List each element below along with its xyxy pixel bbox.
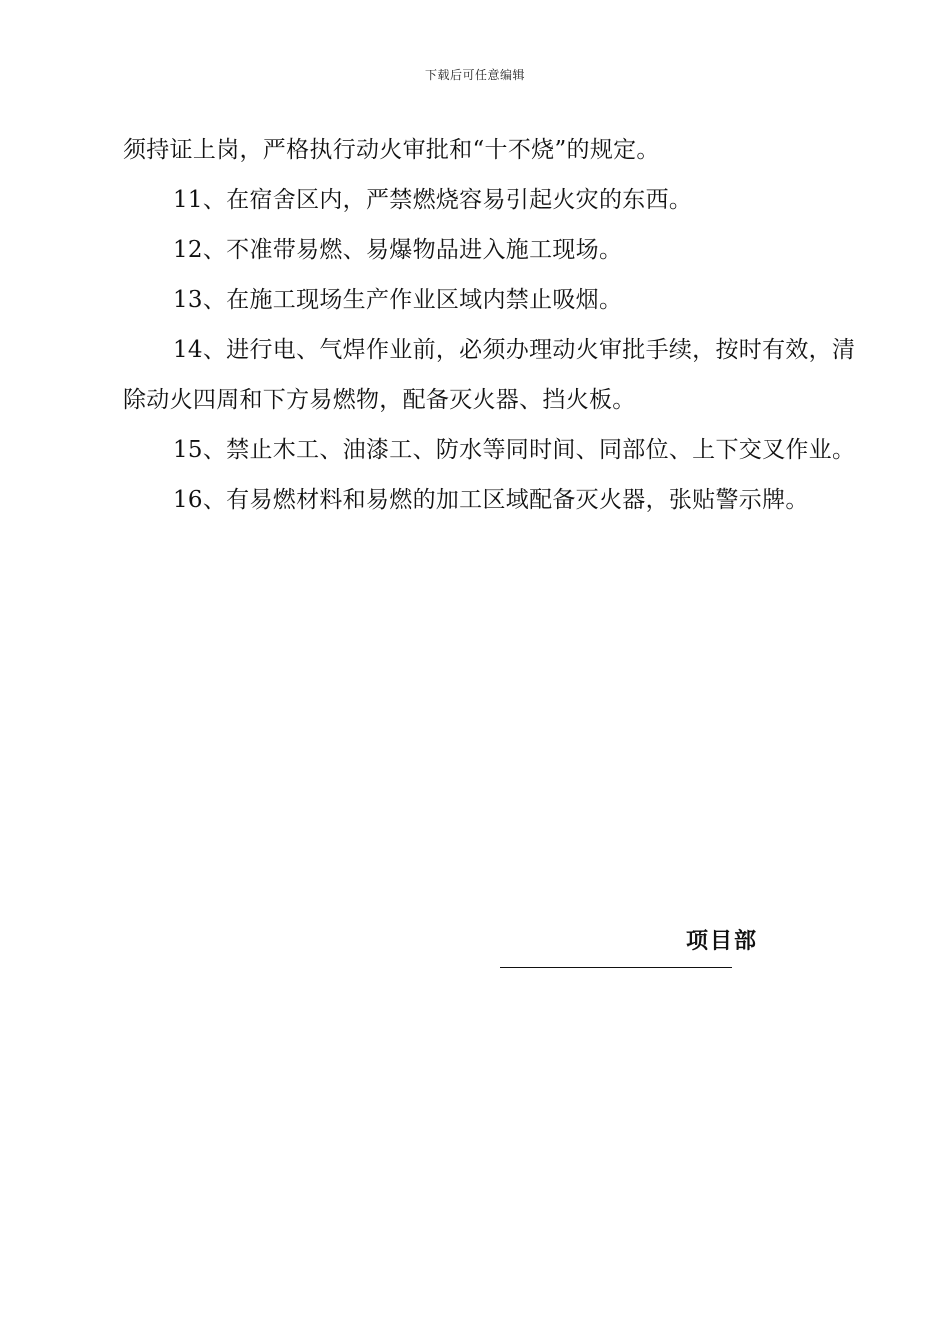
paragraph-item-11: 11、在宿舍区内，严禁燃烧容易引起火灾的东西。 [173,187,693,213]
paragraph-item-13: 13、在施工现场生产作业区域内禁止吸烟。 [173,287,623,313]
document-body [123,125,858,525]
signature-label: 项目部 [686,929,759,954]
page-header: 下载后可任意编辑 [424,68,525,82]
paragraph-item-16: 16、有易燃材料和易燃的加工区域配备灭火器，张贴警示牌。 [173,487,809,513]
paragraph-continuation: 须持证上岗，严格执行动火审批和“十不烧”的规定。 [123,137,660,163]
paragraph-item-15: 15、禁止木工、油漆工、防水等同时间、同部位、上下交叉作业。 [173,437,856,463]
paragraph-item-12: 12、不准带易燃、易爆物品进入施工现场。 [173,237,623,263]
paragraph-item-14: 14、进行电、气焊作业前，必须办理动火审批手续，按时有效，清除动火四周和下方易燃物，配备灭火器、挡火板。 [123,337,856,413]
signature-line [500,967,732,968]
